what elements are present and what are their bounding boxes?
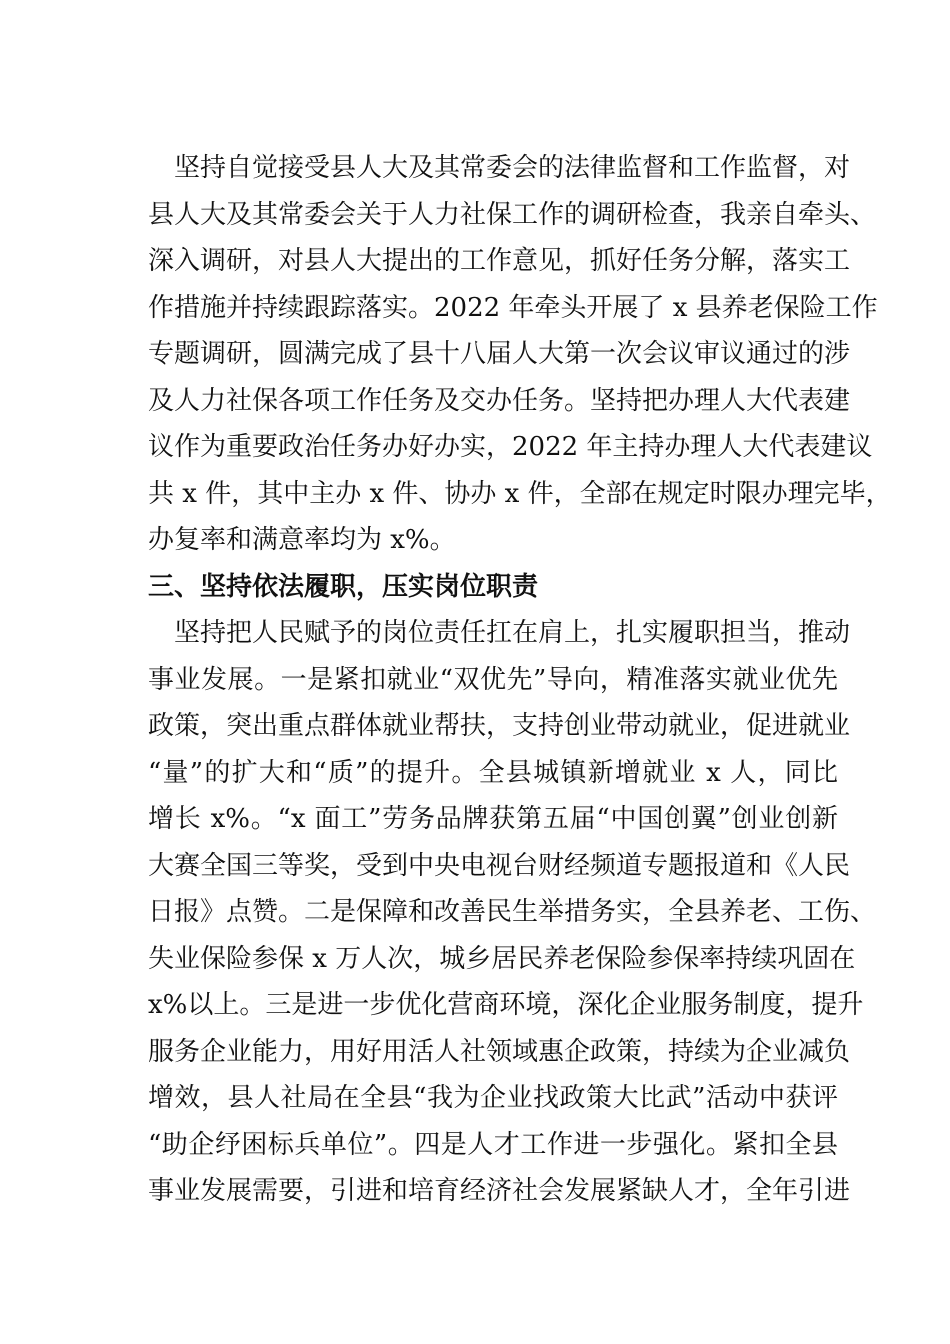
- text-line: “助企纾困标兵单位”。四是人才工作进一步强化。紧扣全县: [148, 1129, 838, 1160]
- text-line: “量”的扩大和“质”的提升。全县城镇新增就业 x 人，同比: [148, 757, 838, 788]
- text-line: 作措施并持续跟踪落实。2022 年牵头开展了 x 县养老保险工作: [148, 292, 878, 323]
- text-line: 事业发展。一是紧扣就业“双优先”导向，精准落实就业优先: [148, 664, 838, 695]
- document-body: [148, 145, 892, 1215]
- text-line: 坚持自觉接受县人大及其常委会的法律监督和工作监督，对: [148, 153, 851, 183]
- text-line: 增长 x%。“x 面工”劳务品牌获第五届“中国创翼”创业创新: [148, 804, 838, 834]
- text-line: 增效，县人社局在全县“我为企业找政策大比武”活动中获评: [148, 1083, 838, 1113]
- section-heading: 三、坚持依法履职，压实岗位职责: [148, 571, 539, 602]
- text-line: 县人大及其常委会关于人力社保工作的调研检查，我亲自牵头、: [148, 199, 877, 230]
- text-line: 政策，突出重点群体就业帮扶，支持创业带动就业，促进就业: [148, 711, 851, 741]
- text-line: 办复率和满意率均为 x%。: [148, 525, 456, 555]
- text-line: 及人力社保各项工作任务及交办任务。坚持把办理人大代表建: [148, 385, 851, 416]
- text-line: 议作为重要政治任务办好办实，2022 年主持办理人大代表建议: [148, 432, 873, 462]
- text-line: 共 x 件，其中主办 x 件、协办 x 件，全部在规定时限办理完毕，: [148, 478, 892, 509]
- paragraph-duties: [148, 610, 877, 1215]
- text-line: 坚持把人民赋予的岗位责任扛在肩上，扎实履职担当，推动: [148, 618, 851, 648]
- text-line: 专题调研，圆满完成了县十八届人大第一次会议审议通过的涉: [148, 339, 851, 369]
- text-line: 日报》点赞。二是保障和改善民生举措务实，全县养老、工伤、: [148, 897, 877, 927]
- text-line: 服务企业能力，用好用活人社领域惠企政策，持续为企业减负: [148, 1036, 851, 1067]
- text-line: 失业保险参保 x 万人次，城乡居民养老保险参保率持续巩固在: [148, 943, 856, 974]
- text-line: 事业发展需要，引进和培育经济社会发展紧缺人才，全年引进: [148, 1176, 851, 1206]
- text-line: 深入调研，对县人大提出的工作意见，抓好任务分解，落实工: [148, 246, 851, 276]
- text-line: x%以上。三是进一步优化营商环境，深化企业服务制度，提升: [148, 990, 864, 1020]
- text-line: 大赛全国三等奖，受到中央电视台财经频道专题报道和《人民: [148, 850, 851, 881]
- paragraph-supervision: [148, 145, 892, 564]
